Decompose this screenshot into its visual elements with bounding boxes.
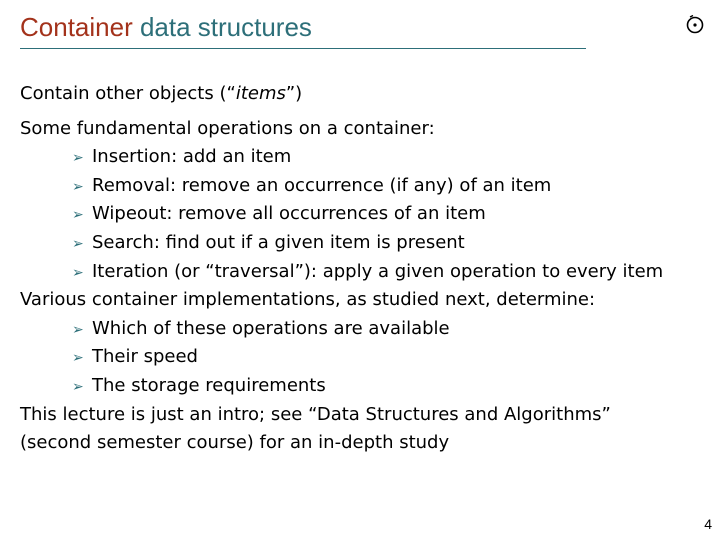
arrow-bullet-icon: ➢ — [72, 150, 84, 167]
slide-title — [20, 10, 312, 44]
operation-term: Insertion — [92, 146, 172, 168]
operation-term: Wipeout — [92, 203, 167, 225]
arrow-bullet-icon: ➢ — [72, 178, 84, 195]
operation-term: Search — [92, 231, 154, 253]
operation-item: ➢ Search: find out if a given item is present — [20, 229, 710, 258]
slide-title-keyword: Container — [20, 12, 133, 42]
slide-body — [20, 80, 710, 458]
slide-title-rest: data structures — [132, 12, 312, 42]
implementation-item: ➢ Their speed — [20, 343, 710, 372]
operation-item: ➢ Wipeout: remove all occurrences of an item — [20, 200, 710, 229]
operation-item: ➢ Iteration (or “traversal”): apply a given operation to every item — [20, 258, 710, 287]
operation-term: Iteration — [92, 260, 169, 282]
arrow-bullet-icon: ➢ — [72, 321, 84, 338]
operations-heading: Some fundamental operations on a container: — [20, 117, 435, 139]
eiffel-logo-icon — [684, 13, 706, 35]
arrow-bullet-icon: ➢ — [72, 207, 84, 224]
items-term: items — [235, 83, 286, 104]
intro-line: Contain other objects (“items”) — [20, 83, 303, 104]
operation-term: Removal — [92, 174, 171, 196]
implementations-heading: Various container implementations, as studied next, determine: — [20, 289, 596, 311]
operation-item: ➢ Removal: remove an occurrence (if any) of an item — [20, 172, 710, 201]
arrow-bullet-icon: ➢ — [72, 350, 84, 367]
closing-line: (second semester course) for an in-depth study — [20, 432, 450, 454]
implementation-item: ➢ Which of these operations are available — [20, 315, 710, 344]
arrow-bullet-icon: ➢ — [72, 235, 84, 252]
arrow-bullet-icon: ➢ — [72, 264, 84, 281]
title-underline — [20, 48, 586, 49]
closing-line: This lecture is just an intro; see “Data Structures and Algorithms” — [20, 403, 611, 425]
operation-item: ➢ Insertion: add an item — [20, 143, 710, 172]
page-number: 4 — [704, 516, 712, 532]
arrow-bullet-icon: ➢ — [72, 378, 84, 395]
implementation-item: ➢ The storage requirements — [20, 372, 710, 401]
